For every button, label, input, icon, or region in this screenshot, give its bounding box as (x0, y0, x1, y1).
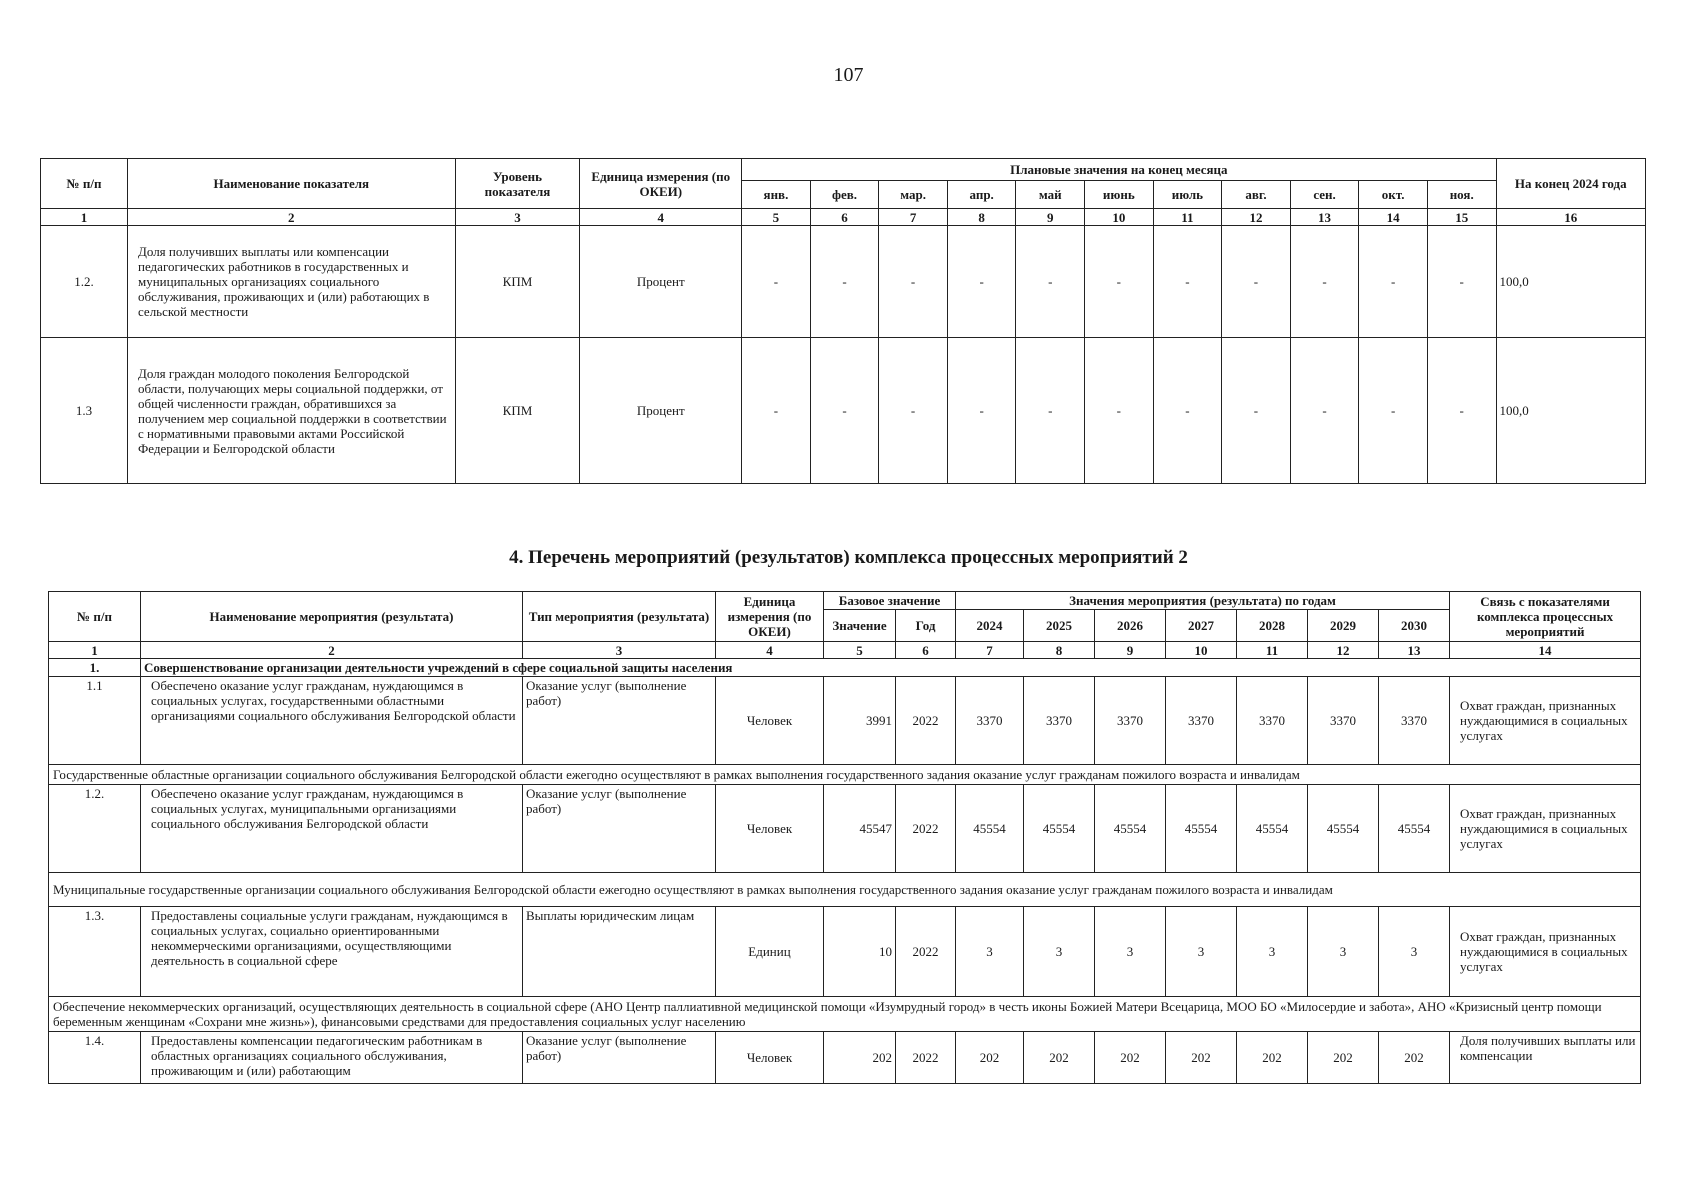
row-link: Охват граждан, признанных нуждающимися в социальных услугах (1450, 785, 1641, 873)
col-number: 16 (1496, 209, 1646, 226)
month-value: - (1153, 338, 1222, 484)
header-month: ноя. (1427, 181, 1496, 209)
header-year: 2029 (1308, 610, 1379, 642)
row-num: 1.2. (41, 226, 128, 338)
header-month: апр. (947, 181, 1016, 209)
row-num: 1.3 (41, 338, 128, 484)
year-value: 45554 (1024, 785, 1095, 873)
row-unit: Процент (580, 338, 742, 484)
col-number: 4 (716, 642, 824, 659)
row-unit: Единиц (716, 907, 824, 997)
year-value: 3 (1379, 907, 1450, 997)
section-title-cell: Совершенствование организации деятельности учреждений в сфере социальной защиты населения (141, 659, 1641, 677)
measures-table (48, 591, 1641, 1084)
row-note: Муниципальные государственные организации социального обслуживания Белгородской области ежегодно осуществляют в рамках выполнения государственного задания оказание услуг гражданам пожилого возраста и инвалидам (49, 873, 1641, 907)
month-value: - (1222, 338, 1291, 484)
header-base-value: Значение (824, 610, 896, 642)
header-month: сен. (1290, 181, 1359, 209)
month-value: - (1359, 338, 1428, 484)
header-num: № п/п (41, 159, 128, 209)
col-number: 4 (580, 209, 742, 226)
table-row (41, 226, 1646, 338)
table-row (49, 907, 1641, 997)
month-value: - (1085, 226, 1154, 338)
header-link: Связь с показателями комплекса процессных мероприятий (1450, 592, 1641, 642)
base-year: 2022 (896, 907, 956, 997)
base-value: 10 (824, 907, 896, 997)
header-year: 2026 (1095, 610, 1166, 642)
header-base-year: Год (896, 610, 956, 642)
year-value: 3370 (1237, 677, 1308, 765)
col-number: 13 (1290, 209, 1359, 226)
month-value: - (1222, 226, 1291, 338)
header-month: июль (1153, 181, 1222, 209)
header-end: На конец 2024 года (1496, 159, 1646, 209)
year-value: 3 (1024, 907, 1095, 997)
base-year: 2022 (896, 677, 956, 765)
base-year: 2022 (896, 1032, 956, 1084)
month-value: - (810, 226, 879, 338)
row-link: Доля получивших выплаты или компенсации (1450, 1032, 1641, 1084)
month-value: - (1427, 226, 1496, 338)
month-value: - (1016, 338, 1085, 484)
header-name: Наименование показателя (128, 159, 456, 209)
header-month: фев. (810, 181, 879, 209)
col-number: 15 (1427, 209, 1496, 226)
row-num: 1.1 (49, 677, 141, 765)
row-name: Предоставлены компенсации педагогическим работникам в областных организациях социального обслуживания, проживающим и (или) работающим (141, 1032, 523, 1084)
page-number: 107 (833, 64, 864, 86)
month-value: - (947, 226, 1016, 338)
header-values: Значения мероприятия (результата) по годам (956, 592, 1450, 610)
year-value: 3370 (956, 677, 1024, 765)
month-value: - (1290, 226, 1359, 338)
row-num: 1.2. (49, 785, 141, 873)
month-value: - (1359, 226, 1428, 338)
year-value: 3 (1308, 907, 1379, 997)
end-value: 100,0 (1496, 338, 1646, 484)
col-number: 8 (1024, 642, 1095, 659)
col-number: 12 (1308, 642, 1379, 659)
header-month: май (1016, 181, 1085, 209)
row-name: Доля получивших выплаты или компенсации педагогических работников в государственных и муниципальных организациях социального обслуживания, проживающих и (или) работающих в сельской местности (128, 226, 456, 338)
header-type: Тип мероприятия (результата) (523, 592, 716, 642)
month-value: - (810, 338, 879, 484)
month-value: - (1290, 338, 1359, 484)
header-year: 2025 (1024, 610, 1095, 642)
row-num: 1.4. (49, 1032, 141, 1084)
col-number: 9 (1016, 209, 1085, 226)
header-year: 2024 (956, 610, 1024, 642)
col-number: 6 (896, 642, 956, 659)
year-value: 45554 (1237, 785, 1308, 873)
col-number: 7 (879, 209, 948, 226)
header-month: авг. (1222, 181, 1291, 209)
col-number: 11 (1237, 642, 1308, 659)
col-number: 1 (41, 209, 128, 226)
col-number: 2 (128, 209, 456, 226)
row-type: Оказание услуг (выполнение работ) (523, 1032, 716, 1084)
row-name: Обеспечено оказание услуг гражданам, нуждающимся в социальных услугах, государственными областными организациями социального обслуживания Белгородской области (141, 677, 523, 765)
table-row (49, 785, 1641, 873)
section-title: 4. Перечень мероприятий (результатов) комплекса процессных мероприятий 2 (509, 547, 1188, 568)
year-value: 3 (1095, 907, 1166, 997)
row-unit: Человек (716, 1032, 824, 1084)
row-type: Оказание услуг (выполнение работ) (523, 785, 716, 873)
base-value: 45547 (824, 785, 896, 873)
col-number: 3 (523, 642, 716, 659)
row-unit: Процент (580, 226, 742, 338)
table-row (49, 677, 1641, 765)
header-plan: Плановые значения на конец месяца (742, 159, 1496, 181)
month-value: - (879, 226, 948, 338)
row-link: Охват граждан, признанных нуждающимися в социальных услугах (1450, 907, 1641, 997)
header-num: № п/п (49, 592, 141, 642)
col-number: 10 (1166, 642, 1237, 659)
year-value: 3 (1237, 907, 1308, 997)
header-month: окт. (1359, 181, 1428, 209)
year-value: 3370 (1166, 677, 1237, 765)
base-value: 3991 (824, 677, 896, 765)
base-year: 2022 (896, 785, 956, 873)
month-value: - (742, 226, 811, 338)
header-year: 2027 (1166, 610, 1237, 642)
row-name: Предоставлены социальные услуги гражданам, нуждающимся в социальных услугах, социально ориентированными некоммерческими организациями, осуществляющими деятельность в социальной сфере (141, 907, 523, 997)
row-note: Государственные областные организации социального обслуживания Белгородской области ежегодно осуществляют в рамках выполнения государственного задания оказание услуг гражданам пожилого возраста и инвалидам (49, 765, 1641, 785)
year-value: 202 (1237, 1032, 1308, 1084)
year-value: 202 (956, 1032, 1024, 1084)
year-value: 202 (1024, 1032, 1095, 1084)
month-value: - (1427, 338, 1496, 484)
year-value: 3370 (1024, 677, 1095, 765)
header-year: 2028 (1237, 610, 1308, 642)
row-link: Охват граждан, признанных нуждающимися в социальных услугах (1450, 677, 1641, 765)
col-number: 3 (455, 209, 580, 226)
header-month: июнь (1085, 181, 1154, 209)
header-name: Наименование мероприятия (результата) (141, 592, 523, 642)
year-value: 202 (1095, 1032, 1166, 1084)
section-num: 1. (49, 659, 141, 677)
col-number: 6 (810, 209, 879, 226)
year-value: 45554 (1379, 785, 1450, 873)
indicators-table (40, 158, 1646, 484)
col-number: 10 (1085, 209, 1154, 226)
header-unit: Единица измерения (по ОКЕИ) (580, 159, 742, 209)
month-value: - (742, 338, 811, 484)
header-month: янв. (742, 181, 811, 209)
year-value: 202 (1379, 1032, 1450, 1084)
col-number: 1 (49, 642, 141, 659)
row-type: Оказание услуг (выполнение работ) (523, 677, 716, 765)
col-number: 12 (1222, 209, 1291, 226)
year-value: 45554 (1095, 785, 1166, 873)
month-value: - (1016, 226, 1085, 338)
year-value: 202 (1166, 1032, 1237, 1084)
row-name: Доля граждан молодого поколения Белгородской области, получающих меры социальной поддержки, от общей численности граждан, обратившихся за получением мер социальной поддержки в соответствии с нормативными правовыми актами Российской Федерации и Белгородской области (128, 338, 456, 484)
month-value: - (879, 338, 948, 484)
header-year: 2030 (1379, 610, 1450, 642)
row-unit: Человек (716, 785, 824, 873)
row-name: Обеспечено оказание услуг гражданам, нуждающимся в социальных услугах, муниципальными организациями социального обслуживания Белгородской области (141, 785, 523, 873)
col-number: 13 (1379, 642, 1450, 659)
col-number: 14 (1450, 642, 1641, 659)
header-level: Уровень показателя (455, 159, 580, 209)
row-level: КПМ (455, 338, 580, 484)
section-row (49, 659, 1641, 677)
table-row (49, 1032, 1641, 1084)
month-value: - (1153, 226, 1222, 338)
end-value: 100,0 (1496, 226, 1646, 338)
col-number: 2 (141, 642, 523, 659)
header-month: мар. (879, 181, 948, 209)
year-value: 3 (956, 907, 1024, 997)
col-number: 14 (1359, 209, 1428, 226)
col-number: 5 (824, 642, 896, 659)
month-value: - (947, 338, 1016, 484)
year-value: 45554 (956, 785, 1024, 873)
header-unit: Единица измерения (по ОКЕИ) (716, 592, 824, 642)
year-value: 3370 (1308, 677, 1379, 765)
col-number: 11 (1153, 209, 1222, 226)
col-number: 9 (1095, 642, 1166, 659)
year-value: 3 (1166, 907, 1237, 997)
row-type: Выплаты юридическим лицам (523, 907, 716, 997)
row-level: КПМ (455, 226, 580, 338)
col-number: 8 (947, 209, 1016, 226)
year-value: 202 (1308, 1032, 1379, 1084)
row-unit: Человек (716, 677, 824, 765)
year-value: 3370 (1379, 677, 1450, 765)
col-number: 7 (956, 642, 1024, 659)
base-value: 202 (824, 1032, 896, 1084)
year-value: 3370 (1095, 677, 1166, 765)
table-row (41, 338, 1646, 484)
row-num: 1.3. (49, 907, 141, 997)
col-number: 5 (742, 209, 811, 226)
year-value: 45554 (1166, 785, 1237, 873)
year-value: 45554 (1308, 785, 1379, 873)
month-value: - (1085, 338, 1154, 484)
row-note: Обеспечение некоммерческих организаций, осуществляющих деятельность в социальной сфере (АНО Центр паллиативной медицинской помощи «Изумрудный город» в честь иконы Божией Матери Всецарица, МОО БО «Милосердие и забота», АНО «Кризисный центр помощи беременным женщинам «Сохрани мне жизнь»), финансовыми средствами для предоставления социальных услуг населению (49, 997, 1641, 1032)
header-base: Базовое значение (824, 592, 956, 610)
